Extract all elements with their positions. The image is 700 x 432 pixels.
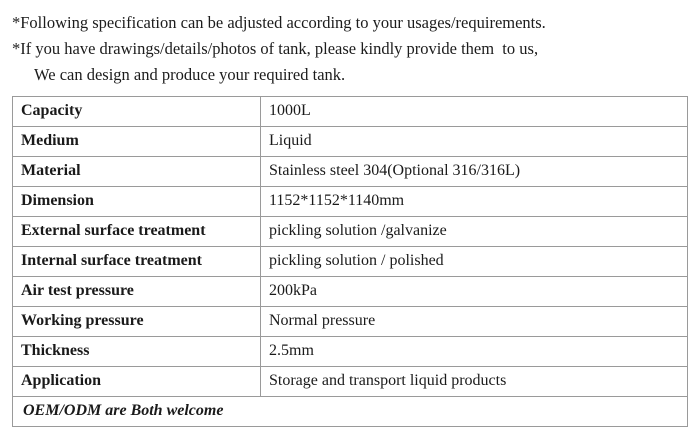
row-label: Dimension	[13, 187, 261, 217]
row-value: Stainless steel 304(Optional 316/316L)	[261, 157, 688, 187]
table-row	[13, 127, 688, 157]
row-value: 2.5mm	[261, 337, 688, 367]
row-value: pickling solution / polished	[261, 247, 688, 277]
table-row	[13, 277, 688, 307]
table-row	[13, 187, 688, 217]
row-value: Normal pressure	[261, 307, 688, 337]
row-value: Liquid	[261, 127, 688, 157]
row-value: 1152*1152*1140mm	[261, 187, 688, 217]
row-label: Working pressure	[13, 307, 261, 337]
row-label: Material	[13, 157, 261, 187]
row-label: Thickness	[13, 337, 261, 367]
row-label: Capacity	[13, 97, 261, 127]
note-line-2: *If you have drawings/details/photos of tank, please kindly provide them to us,	[12, 39, 539, 58]
footer-note: OEM/ODM are Both welcome	[13, 397, 688, 427]
table-row	[13, 217, 688, 247]
table-row	[13, 157, 688, 187]
specification-table	[12, 96, 688, 427]
row-value: 200kPa	[261, 277, 688, 307]
table-row	[13, 97, 688, 127]
row-value: 1000L	[261, 97, 688, 127]
table-row	[13, 337, 688, 367]
table-footer-row	[13, 397, 688, 427]
row-label: Internal surface treatment	[13, 247, 261, 277]
notes-block	[12, 10, 688, 88]
note-line-1: *Following specification can be adjusted according to your usages/requirements.	[12, 13, 546, 32]
table-row	[13, 307, 688, 337]
table-row	[13, 367, 688, 397]
row-value: Storage and transport liquid products	[261, 367, 688, 397]
row-label: Air test pressure	[13, 277, 261, 307]
row-label: External surface treatment	[13, 217, 261, 247]
row-label: Application	[13, 367, 261, 397]
table-row	[13, 247, 688, 277]
row-value: pickling solution /galvanize	[261, 217, 688, 247]
row-label: Medium	[13, 127, 261, 157]
note-line-3: We can design and produce your required tank.	[34, 65, 346, 84]
